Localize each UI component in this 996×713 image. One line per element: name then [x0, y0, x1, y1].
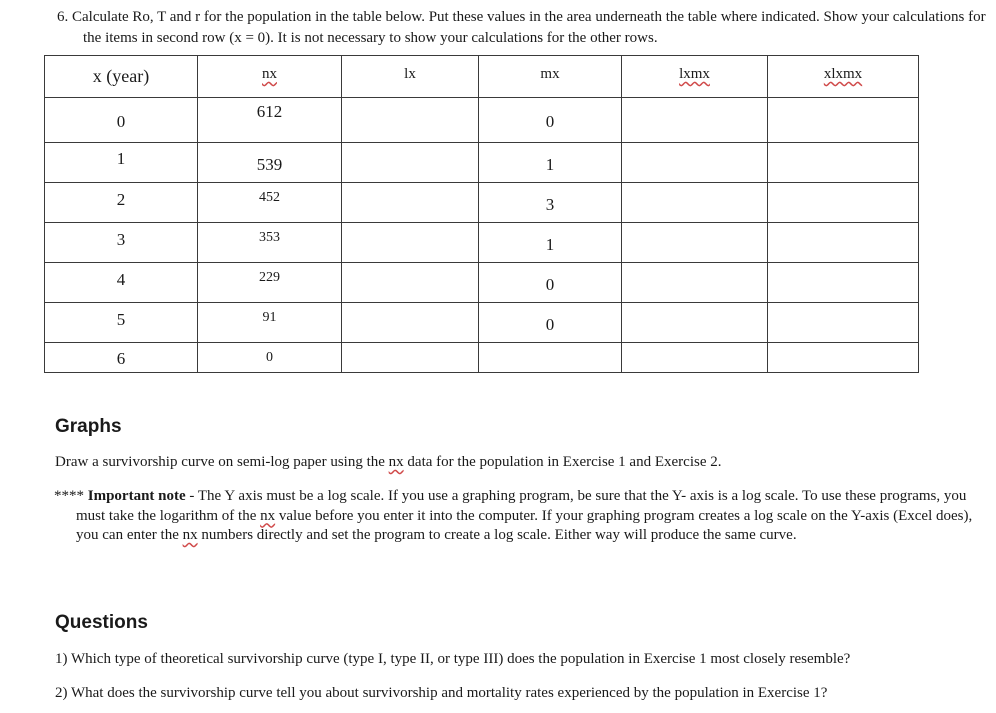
cell-lxmx [622, 183, 768, 223]
table-row [45, 143, 919, 183]
cell-x [45, 98, 198, 143]
header-lx: lx [342, 56, 479, 98]
note-part2: value before you enter it into the computer. If your graphing program creates a log scale on the Y-axis (Excel does), you can enter the [76, 507, 973, 543]
cell-lxmx [622, 98, 768, 143]
header-xlxmx-text: xlxmx [823, 66, 863, 82]
cell-nx [198, 343, 342, 373]
important-note [54, 487, 982, 546]
question-body: Calculate Ro, T and r for the population in the table below. Put these values in the area underneath the table where indicated. Show your calculations for the items in second row (x = 0). It is not necessary to show your calculations for the other rows. [72, 9, 986, 46]
cell-lxmx [622, 263, 768, 303]
cell-lxmx [622, 223, 768, 263]
header-xlxmx [768, 56, 919, 98]
note-part3: numbers directly and set the program to create a log scale. Either way will produce the same curve. [197, 527, 797, 543]
cell-mx [479, 223, 622, 263]
cell-lx [342, 143, 479, 183]
cell-x-value: 4 [116, 270, 126, 289]
cell-nx-value: 0 [266, 350, 273, 365]
table-row [45, 263, 919, 303]
cell-xlxmx [768, 263, 919, 303]
cell-x-value: 0 [116, 112, 126, 131]
question-6-text [57, 7, 996, 49]
note-term1: nx [260, 507, 276, 524]
question-number: 6. [57, 9, 69, 25]
table-row [45, 303, 919, 343]
cell-x-value: 1 [116, 149, 126, 168]
cell-x [45, 143, 198, 183]
cell-mx-value: 0 [545, 112, 555, 131]
graphs-instruction-term: nx [388, 454, 404, 470]
cell-x-value: 6 [116, 349, 126, 368]
cell-xlxmx [768, 98, 919, 143]
cell-lx [342, 183, 479, 223]
life-table [44, 55, 919, 373]
header-mx: mx [479, 56, 622, 98]
table-header-row [45, 56, 919, 98]
cell-lx [342, 223, 479, 263]
cell-nx-value: 539 [256, 155, 283, 174]
note-label: Important note [87, 488, 186, 504]
table-row [45, 223, 919, 263]
cell-xlxmx [768, 343, 919, 373]
cell-nx [198, 303, 342, 343]
header-x: x (year) [45, 56, 198, 98]
header-nx [198, 56, 342, 98]
cell-nx [198, 223, 342, 263]
cell-mx-value: 1 [545, 235, 555, 254]
cell-x-value: 5 [116, 310, 126, 329]
cell-x [45, 223, 198, 263]
cell-lxmx [622, 303, 768, 343]
graphs-instruction-after: data for the population in Exercise 1 and Exercise 2. [403, 454, 722, 470]
cell-x [45, 183, 198, 223]
cell-nx [198, 183, 342, 223]
cell-nx [198, 263, 342, 303]
note-stars: **** [54, 488, 84, 504]
table-row [45, 183, 919, 223]
cell-mx-value: 0 [545, 315, 555, 334]
cell-lx [342, 343, 479, 373]
cell-mx [479, 303, 622, 343]
table-row [45, 98, 919, 143]
cell-nx-value: 91 [262, 310, 277, 325]
cell-mx-value: 1 [545, 155, 555, 174]
header-lxmx [622, 56, 768, 98]
cell-nx [198, 143, 342, 183]
graphs-instruction-before: Draw a survivorship curve on semi-log paper using the [55, 454, 389, 470]
cell-mx-value: 0 [545, 275, 555, 294]
cell-lxmx [622, 343, 768, 373]
cell-mx-value: 3 [545, 195, 555, 214]
cell-x-value: 3 [116, 230, 126, 249]
cell-lx [342, 263, 479, 303]
cell-nx-value: 229 [259, 270, 280, 285]
cell-x [45, 303, 198, 343]
question-1: 1) Which type of theoretical survivorship curve (type I, type II, or type III) does the population in Exercise 1 most closely resemble? [55, 651, 851, 667]
graphs-instruction [55, 453, 955, 473]
cell-xlxmx [768, 303, 919, 343]
cell-xlxmx [768, 183, 919, 223]
cell-mx [479, 98, 622, 143]
header-nx-text: nx [262, 66, 277, 82]
note-part1: - The Y axis must be a log scale. If you use a graphing program, be sure that the Y- axis is a log scale. To use these programs, you must take the logarithm of the [76, 488, 967, 524]
cell-lxmx [622, 143, 768, 183]
cell-x [45, 343, 198, 373]
cell-nx [198, 98, 342, 143]
note-term2: nx [182, 527, 198, 543]
cell-mx [479, 183, 622, 223]
cell-x [45, 263, 198, 303]
cell-nx-value: 353 [259, 230, 280, 245]
question-2: 2) What does the survivorship curve tell you about survivorship and mortality rates experienced by the population in Exercise 1? [55, 685, 828, 701]
cell-xlxmx [768, 223, 919, 263]
questions-heading: Questions [55, 612, 148, 633]
cell-lx [342, 98, 479, 143]
cell-mx [479, 143, 622, 183]
graphs-heading: Graphs [55, 416, 122, 437]
table-row [45, 343, 919, 373]
cell-xlxmx [768, 143, 919, 183]
cell-mx [479, 263, 622, 303]
cell-nx-value: 452 [259, 190, 280, 205]
cell-nx-value: 612 [256, 102, 283, 121]
cell-lx [342, 303, 479, 343]
header-lxmx-text: lxmx [679, 66, 710, 82]
cell-x-value: 2 [116, 190, 126, 209]
cell-mx [479, 343, 622, 373]
